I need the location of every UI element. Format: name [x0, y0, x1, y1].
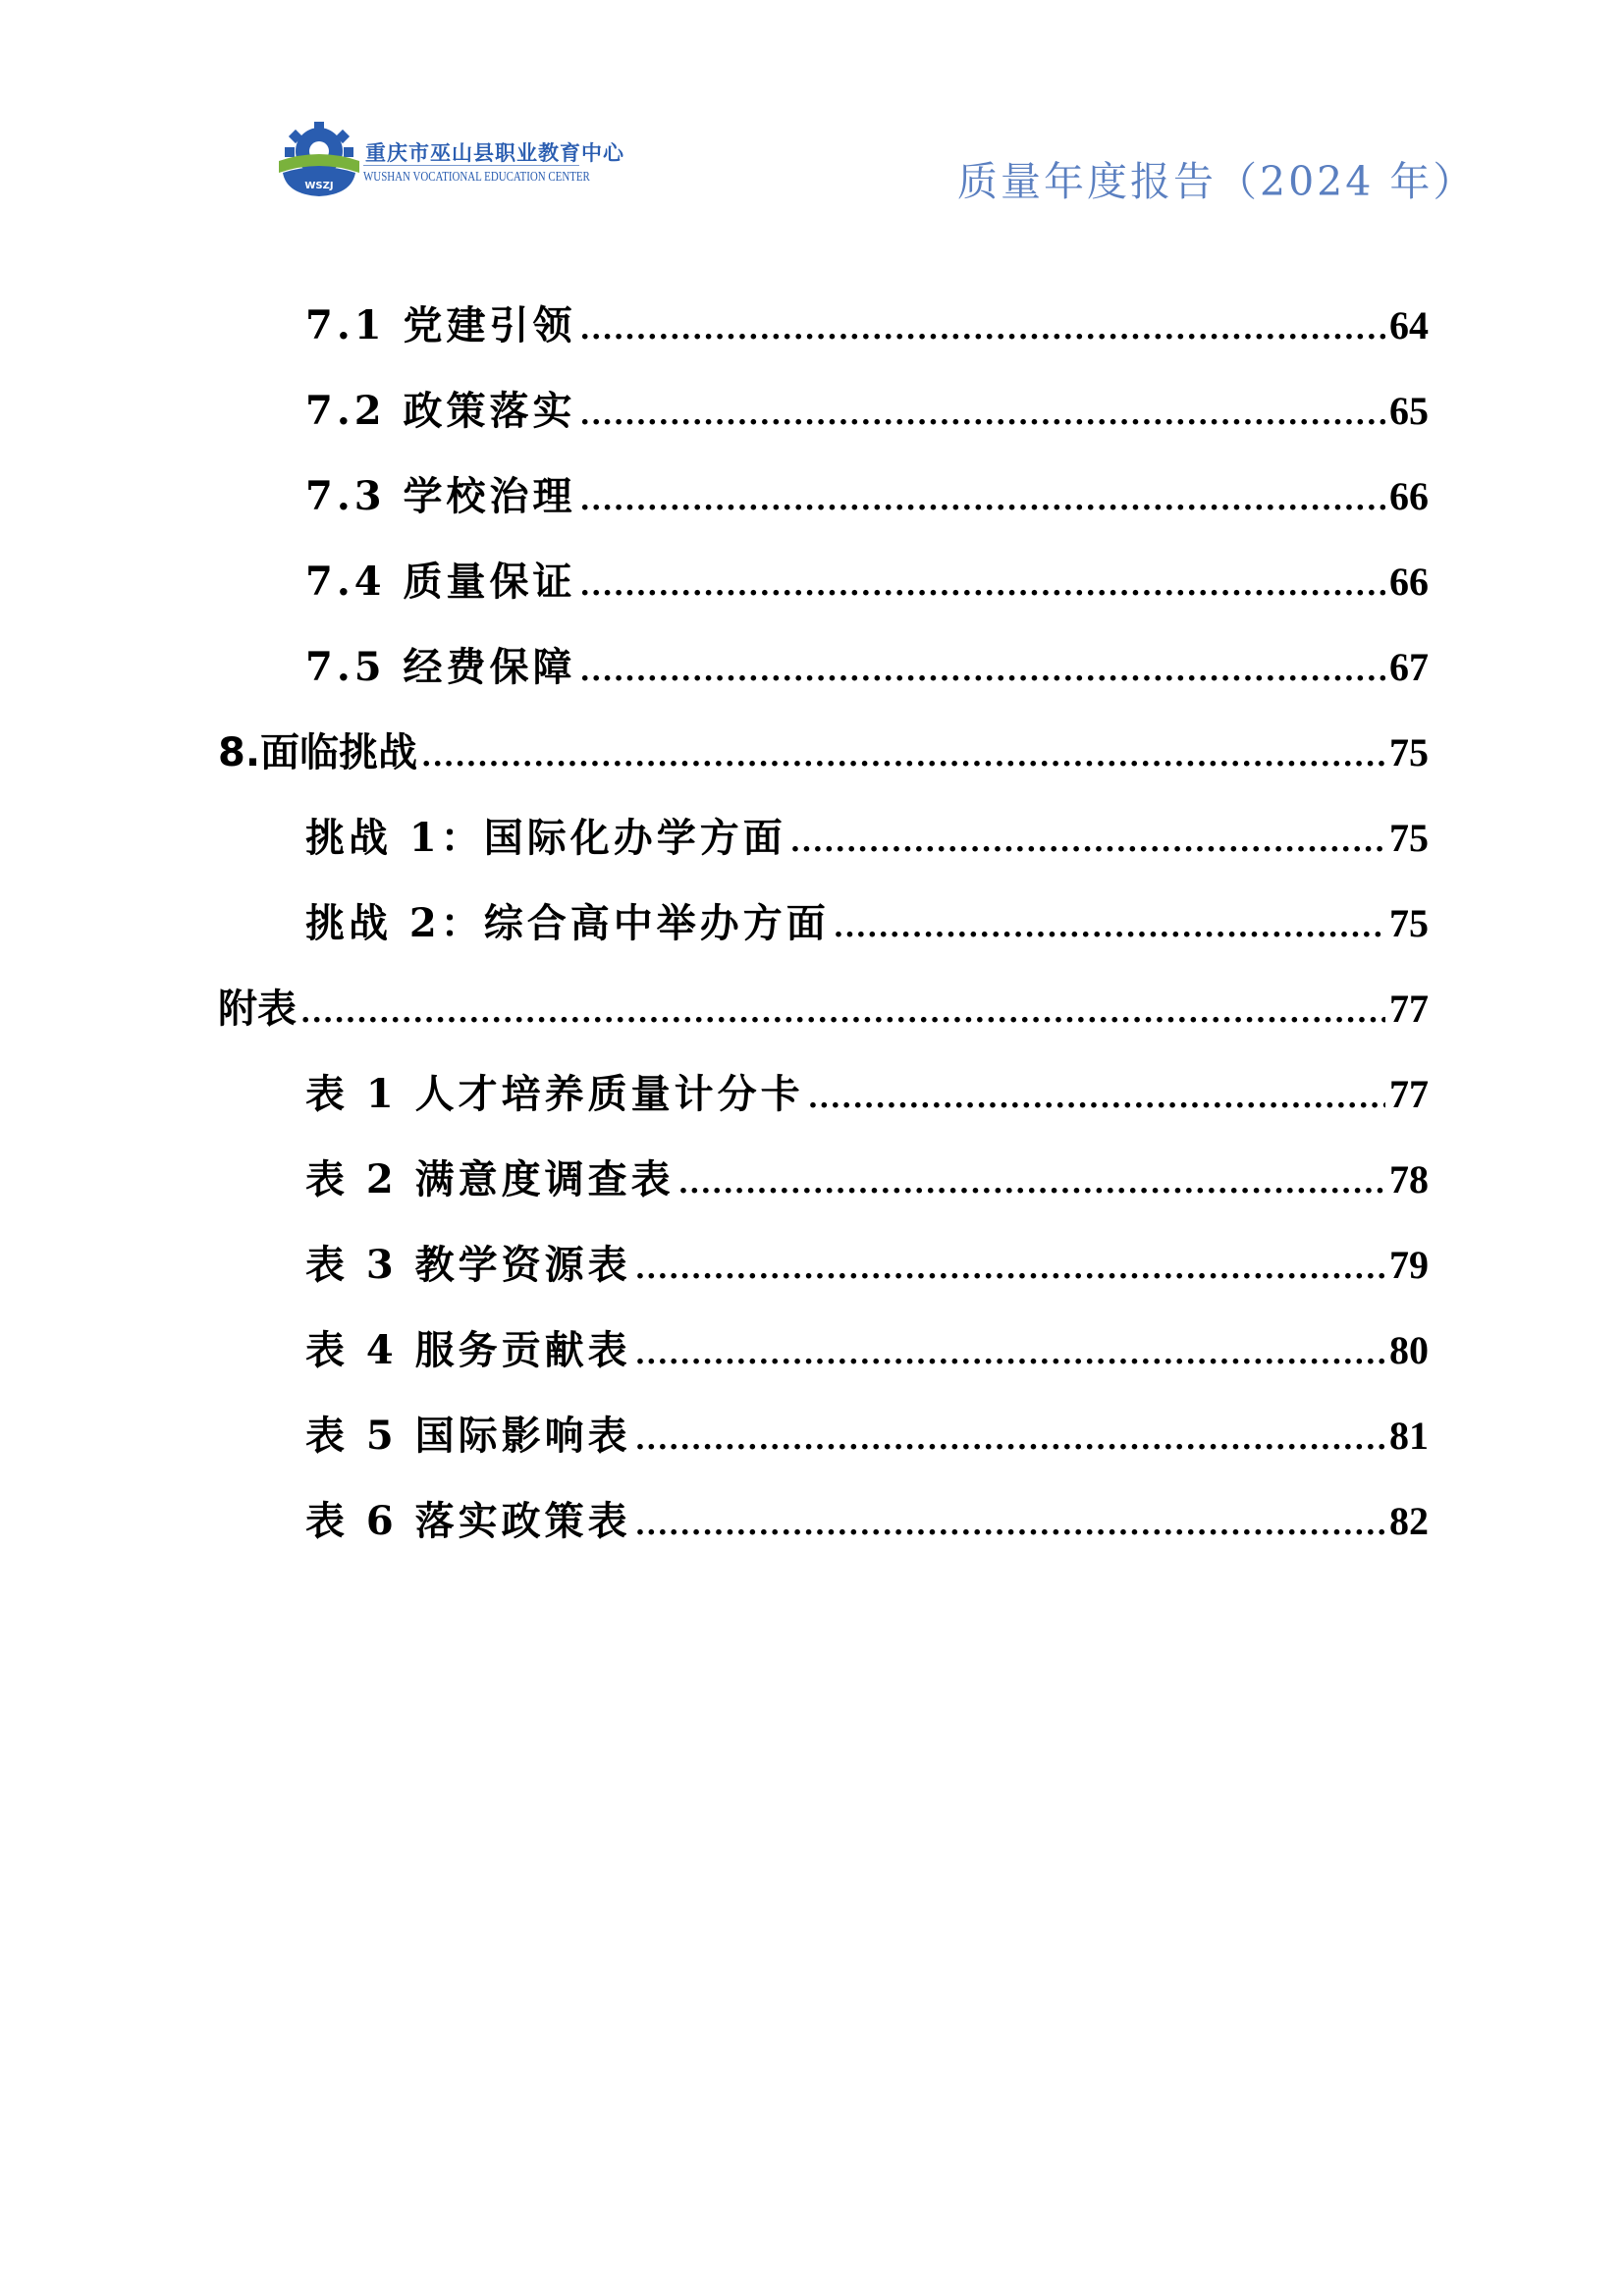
toc-entry-page: 75 — [1389, 816, 1429, 860]
toc-entry-title: 表 4 服务贡献表 — [305, 1327, 631, 1373]
toc-entry-title: 挑战 1：国际化办学方面 — [305, 815, 786, 861]
toc-entry-title: 表 3 教学资源表 — [305, 1242, 631, 1288]
toc-entry-page: 82 — [1389, 1499, 1429, 1543]
toc-entry-title: 8.面临挑战 — [218, 730, 418, 775]
toc-entry[interactable] — [305, 1063, 1429, 1122]
leader-dots — [580, 654, 1385, 688]
toc-entry-title: 表 6 落实政策表 — [305, 1498, 631, 1544]
toc-entry-title: 表 2 满意度调查表 — [305, 1156, 675, 1202]
toc-entry-title: 7.1 党建引领 — [305, 302, 576, 348]
toc-entry-page: 65 — [1389, 389, 1429, 433]
toc-entry-title: 挑战 2：综合高中举办方面 — [305, 900, 830, 946]
toc-entry-title: 表 5 国际影响表 — [305, 1413, 631, 1459]
toc-entry-page: 78 — [1389, 1157, 1429, 1201]
leader-dots — [421, 739, 1385, 774]
leader-dots — [790, 825, 1385, 859]
toc-entry[interactable] — [305, 1490, 1429, 1549]
toc-entry[interactable] — [305, 1234, 1429, 1293]
toc-entry[interactable] — [305, 1148, 1429, 1207]
toc-entry-page: 67 — [1389, 645, 1429, 689]
toc-entry-title: 附表 — [218, 987, 297, 1032]
toc-entry-page: 66 — [1389, 560, 1429, 604]
toc-entry[interactable] — [218, 721, 1429, 780]
toc-entry-page: 77 — [1389, 987, 1429, 1031]
leader-dots — [808, 1081, 1385, 1115]
toc-entry-page: 66 — [1389, 474, 1429, 518]
leader-dots — [580, 568, 1385, 603]
leader-dots — [300, 995, 1385, 1030]
svg-text:WSZJ: WSZJ — [304, 181, 334, 191]
toc-entry-title: 7.5 经费保障 — [305, 644, 576, 690]
leader-dots — [635, 1252, 1385, 1286]
toc-entry-page: 64 — [1389, 303, 1429, 347]
toc-entry[interactable] — [305, 636, 1429, 695]
leader-dots — [580, 483, 1385, 517]
toc-entry-title: 表 1 人才培养质量计分卡 — [305, 1071, 804, 1117]
leader-dots — [580, 312, 1385, 347]
toc-entry[interactable] — [218, 978, 1429, 1037]
toc-entry[interactable] — [305, 294, 1429, 353]
toc-entry[interactable] — [305, 551, 1429, 610]
toc-entry-page: 75 — [1389, 730, 1429, 774]
page-header — [0, 0, 1624, 226]
school-name-en: WUSHAN VOCATIONAL EDUCATION CENTER — [363, 170, 590, 185]
toc-entry-title: 7.3 学校治理 — [305, 473, 576, 519]
logo-divider — [363, 165, 579, 166]
leader-dots — [834, 910, 1385, 944]
school-logo-icon — [273, 118, 366, 198]
toc-entry-title: 7.4 质量保证 — [305, 559, 576, 605]
toc-entry[interactable] — [305, 1405, 1429, 1464]
toc-entry[interactable] — [305, 465, 1429, 524]
leader-dots — [678, 1166, 1385, 1201]
toc-entry[interactable] — [305, 892, 1429, 951]
leader-dots — [635, 1422, 1385, 1457]
report-title: 质量年度报告（2024 年） — [957, 158, 1477, 205]
toc-entry-page: 79 — [1389, 1243, 1429, 1287]
toc-entry-page: 80 — [1389, 1328, 1429, 1372]
leader-dots — [580, 398, 1385, 432]
toc-entry[interactable] — [305, 1319, 1429, 1378]
toc-entry-page: 77 — [1389, 1072, 1429, 1116]
toc-entry[interactable] — [305, 807, 1429, 866]
toc-entry-title: 7.2 政策落实 — [305, 388, 576, 434]
leader-dots — [635, 1337, 1385, 1371]
toc-entry-page: 75 — [1389, 901, 1429, 945]
school-name-cn: 重庆市巫山县职业教育中心 — [365, 140, 624, 165]
toc-entry-page: 81 — [1389, 1414, 1429, 1458]
leader-dots — [635, 1508, 1385, 1542]
toc-entry[interactable] — [305, 380, 1429, 439]
